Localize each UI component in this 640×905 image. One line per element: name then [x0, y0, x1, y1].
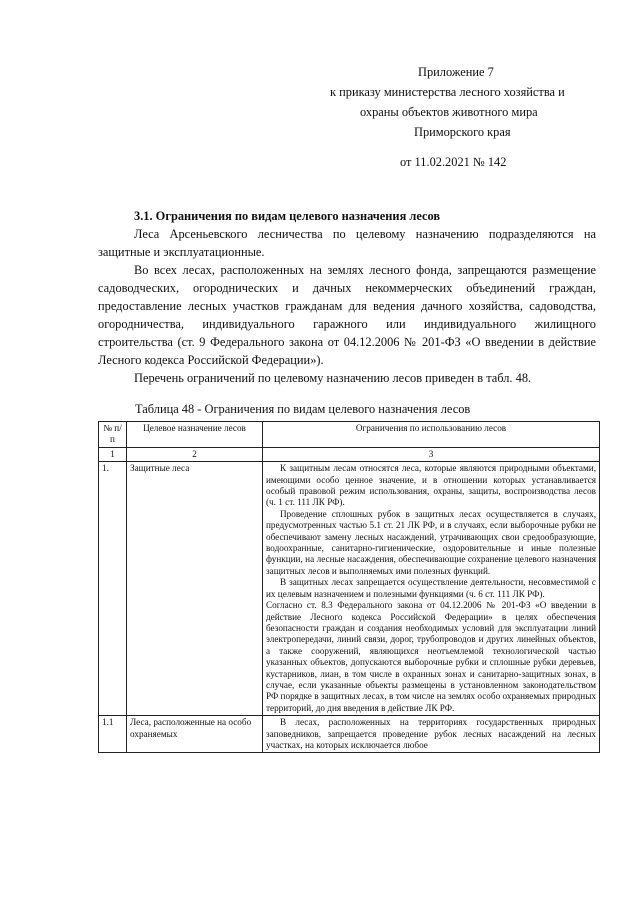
restriction-paragraph: В лесах, расположенных на территориях государственных природных заповедников, запрещается проведение рубок лесных насаждений на лесных участках, на которых исключается любое: [266, 717, 596, 750]
ministry-name-line: охраны объектов животного мира: [360, 105, 538, 119]
table-numbering-row: [99, 447, 600, 461]
restrictions-table: [98, 421, 600, 753]
paragraph: Во всех лесах, расположенных на землях лесного фонда, запрещаются размещение садоводческих, огороднических и дачных некоммерческих объединений граждан, предоставление лесных участков гражданам для ведения дачного хозяйства, садоводства, огородничества, индивидуального гаражного или индивидуального жилищного строительства (ст. 9 Федерального закона от 04.12.2006 № 201-ФЗ «О введении в действие Лесного кодекса Российской Федерации»).: [98, 263, 596, 367]
row-number: 1.: [99, 462, 127, 716]
paragraph: Перечень ограничений по целевому назначению лесов приведен в табл. 48.: [134, 371, 532, 385]
restriction-paragraph: В защитных лесах запрещается осуществление деятельности, несовместимой с их целевым назначением и полезными функциями (ч. 6 ст. 111 ЛК РФ).: [266, 577, 596, 599]
restriction-paragraph: К защитным лесам относятся леса, которые являются природными объектами, имеющими особо ценное значение, и в отношении которых устанавливается особый правовой режим использования, охраны, защиты, воспроизводства лесов (ч. 1 ст. 111 ЛК РФ).: [266, 463, 596, 508]
table-row: [99, 462, 600, 716]
table-caption: Таблица 48 - Ограничения по видам целевого назначения лесов: [135, 402, 471, 416]
region-name-line: Приморского края: [414, 125, 511, 139]
column-header-number: № п/п: [99, 422, 127, 448]
row-number: 1.1: [99, 716, 127, 753]
row-purpose: Защитные леса: [127, 462, 263, 716]
section-body: [98, 207, 596, 387]
row-purpose: Леса, расположенные на особо охраняемых: [127, 716, 263, 753]
column-number: 3: [263, 447, 600, 461]
restriction-paragraph: Согласно ст. 8.3 Федерального закона от 04.12.2006 № 201-ФЗ «О введении в действие Лесного кодекса Российской Федерации» в целях обеспечения безопасности граждан и создания необходимых условий для эксплуатации линий электропередачи, линий связи, дорог, трубопроводов и других линейных объектов, а также сооружений, являющихся неотъемлемой технологической частью указанных объектов, допускаются выборочные рубки и сплошные рубки деревьев, кустарников, лиан, в том числе в охранных зонах и санитарно-защитных зонах, в случае, если указанные объекты размещены в установленном законодательством РФ порядке в защитных лесах, в том числе на землях особо охраняемых природных территорий, до дня введения в действие ЛК РФ.: [266, 600, 596, 713]
order-reference-line: к приказу министерства лесного хозяйства и: [330, 85, 565, 99]
row-restrictions: [263, 716, 600, 753]
column-number: 1: [99, 447, 127, 461]
table-row: [99, 716, 600, 753]
column-number: 2: [127, 447, 263, 461]
row-restrictions: [263, 462, 600, 716]
document-header: [330, 62, 620, 172]
appendix-label: Приложение 7: [418, 65, 494, 79]
paragraph: Леса Арсеньевского лесничества по целевому назначению подразделяются на защитные и эксплуатационные.: [98, 227, 596, 259]
table-header-row: [99, 422, 600, 448]
restriction-paragraph: Проведение сплошных рубок в защитных лесах осуществляется в случаях, предусмотренных частью 5.1 ст. 21 ЛК РФ, и в случаях, если выборочные рубки не обеспечивают замену лесных насаждений, утрачивающих свои средообразующие, водоохранные, санитарно-гигиенические, оздоровительные и иные полезные функции, на лесные насаждения, обеспечивающие сохранение целевого назначения защитных лесов и выполняемых ими полезных функций.: [266, 508, 596, 576]
column-header-purpose: Целевое назначение лесов: [127, 422, 263, 448]
column-header-restrictions: Ограничения по использованию лесов: [263, 422, 600, 448]
section-heading: 3.1. Ограничения по видам целевого назначения лесов: [134, 209, 441, 223]
order-date-number: от 11.02.2021 № 142: [400, 155, 507, 169]
